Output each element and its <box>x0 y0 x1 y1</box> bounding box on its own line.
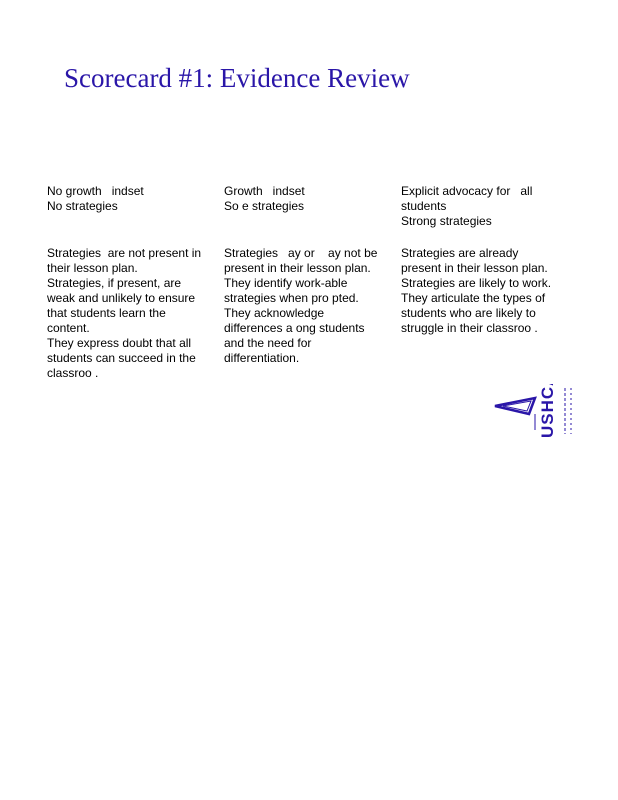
column-body <box>224 246 381 366</box>
column-heading <box>401 184 558 246</box>
heading-line: Growth indset <box>224 184 305 198</box>
column-body <box>401 246 558 336</box>
column-heading <box>224 184 381 246</box>
heading-line: Explicit advocacy for all students <box>401 184 536 213</box>
body-line: Strategies ay or ay not be present in their lesson plan. <box>224 246 381 275</box>
body-line: They acknowledge differences a ong students and the need for differentiation. <box>224 306 368 365</box>
body-line: They express doubt that all students can succeed in the classroo . <box>47 336 200 380</box>
body-line: Strategies are likely to work. <box>401 276 552 290</box>
column-growth <box>224 184 381 381</box>
body-line: Strategies are already present in their lesson plan. <box>401 246 548 275</box>
column-body <box>47 246 204 381</box>
heading-line: So e strategies <box>224 199 305 213</box>
heading-line: Strong strategies <box>401 214 492 228</box>
logo-text: USHCA <box>538 384 557 438</box>
body-line: They identify work-able strategies when pro pted. <box>224 276 359 305</box>
column-heading <box>47 184 204 246</box>
ushca-logo <box>493 384 583 440</box>
body-line: Strategies are not present in their lesson plan. <box>47 246 205 275</box>
scorecard-columns <box>47 184 587 381</box>
heading-line: No growth indset <box>47 184 144 198</box>
page-title: Scorecard #1: Evidence Review <box>64 63 410 93</box>
ushca-logo-mark <box>493 384 583 440</box>
column-explicit-advocacy <box>401 184 558 381</box>
body-line: They articulate the types of students who are likely to struggle in their classroo . <box>401 291 549 335</box>
body-line: Strategies, if present, are weak and unlikely to ensure that students learn the content. <box>47 276 199 335</box>
heading-line: No strategies <box>47 199 118 213</box>
column-no-growth <box>47 184 204 381</box>
